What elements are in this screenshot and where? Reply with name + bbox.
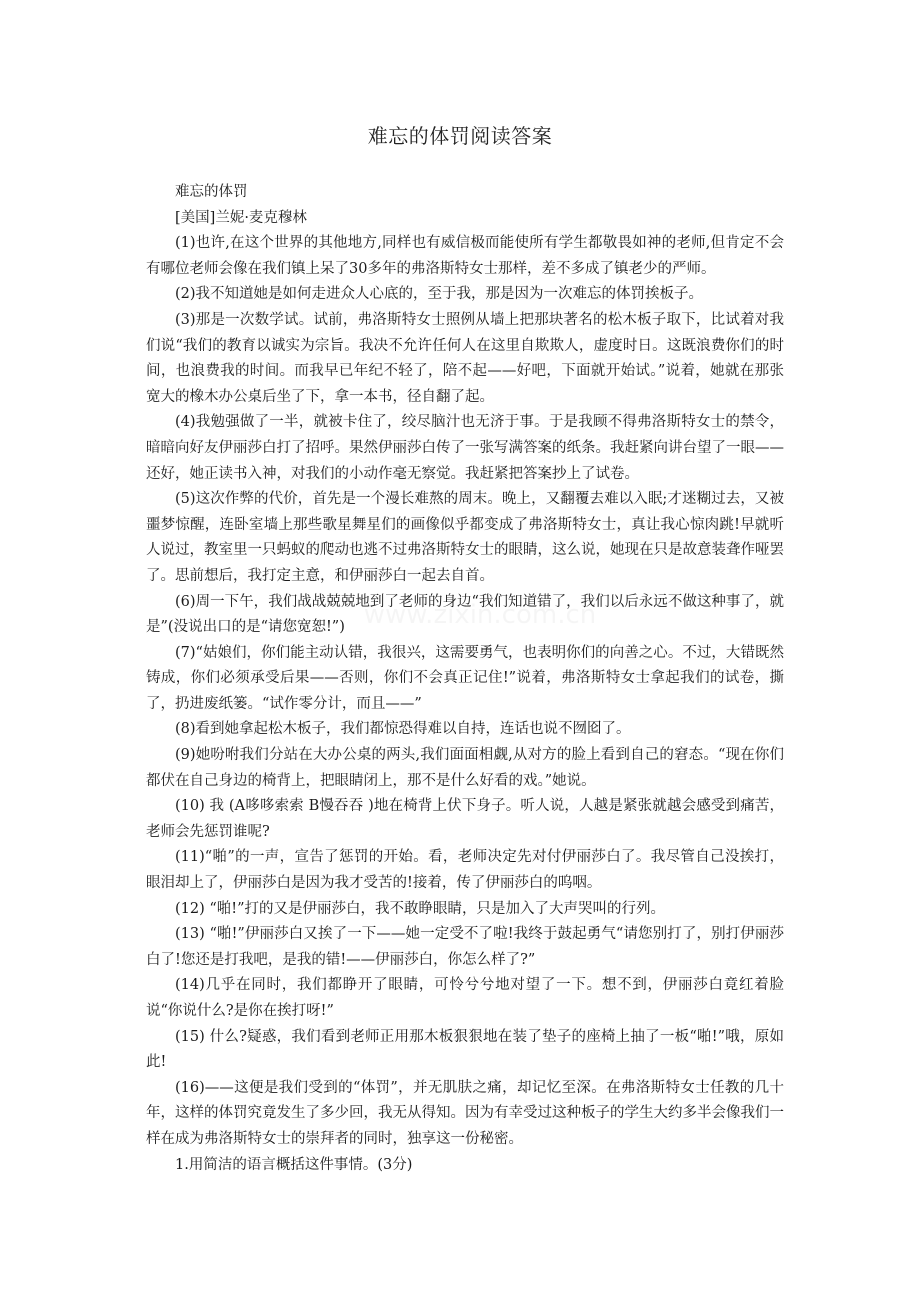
- article-paragraph: (16)——这便是我们受到的“体罚”，并无肌肤之痛，却记忆至深。在弗洛斯特女士任教的几十年，这样的体罚究竟发生了多少回，我无从得知。因为有幸受过这种板子的学生大约多半会像我们一样在成为弗洛斯特女士的崇拜者的同时，独享这一份秘密。: [146, 1079, 784, 1147]
- article-heading: 难忘的体罚: [175, 184, 248, 200]
- article-paragraph: (4)我勉强做了一半，就被卡住了，绞尽脑汁也无济于事。于是我顾不得弗洛斯特女士的禁令，暗暗向好友伊丽莎白打了招呼。果然伊丽莎白传了一张写满答案的纸条。我赶紧向讲台望了一眼——还好，她正读书入神，对我们的小动作毫无察觉。我赶紧把答案抄上了试卷。: [146, 414, 784, 482]
- article-paragraph: (14)几乎在同时，我们都睁开了眼睛，可怜兮兮地对望了一下。想不到，伊丽莎白竟红着脸说“你说什么?是你在挨打呀!”: [146, 977, 784, 1019]
- article-paragraph: (3)那是一次数学试。试前，弗洛斯特女士照例从墙上把那块著名的松木板子取下，比试着对我们说“我们的教育以诚实为宗旨。我决不允许任何人在这里自欺欺人，虚度时日。这既浪费你们的时间，也浪费我的时间。而我早已年纪不轻了，陪不起——好吧，下面就开始试。”说着，她就在那张宽大的橡木办公桌后坐了下，拿一本书，径自翻了起。: [146, 311, 784, 405]
- page-title: 难忘的体罚阅读答案: [367, 124, 553, 148]
- article-paragraph: (8)看到她拿起松木板子，我们都惊恐得难以自持，连话也说不囫囵了。: [175, 721, 631, 738]
- article-paragraph: (5)这次作弊的代价，首先是一个漫长难熬的周末。晚上，又翻覆去难以入眠;才迷糊过去，又被噩梦惊醒，连卧室墙上那些歌星舞星们的画像似乎都变成了弗洛斯特女士，真让我心惊肉跳!早就听人说过，教室里一只蚂蚁的爬动也逃不过弗洛斯特女士的眼睛，这么说，她现在只是故意装聋作哑罢了。思前想后，我打定主意，和伊丽莎白一起去自首。: [146, 491, 784, 584]
- article-paragraph: (6)周一下午，我们战战兢兢地到了老师的身边“我们知道错了，我们以后永远不做这种事了，就是”(没说出口的是“请您宽恕!”): [146, 593, 784, 636]
- article-paragraph: (1)也许,在这个世界的其他地方,同样也有威信极而能使所有学生都敬畏如神的老师,但肯定不会有哪位老师会像在我们镇上呆了30多年的弗洛斯特女士那样，差不多成了镇老少的严师。: [146, 235, 784, 277]
- article-paragraph: (13) “啪!”伊丽莎白又挨了一下——她一定受不了啦!我终于鼓起勇气“请您别打了，别打伊丽莎白了!您还是打我吧，是我的错!——伊丽莎白，你怎么样了?”: [146, 926, 784, 968]
- article-paragraph: (9)她吩咐我们分站在大办公桌的两头,我们面面相觑,从对方的脸上看到自己的窘态。“现在你们都伏在自己身边的椅背上，把眼睛闭上，那不是什么好看的戏。”她说。: [146, 747, 784, 789]
- article-author: [美国]兰妮·麦克穆林: [175, 209, 307, 226]
- article-paragraph: (7)“姑娘们，你们能主动认错，我很兴，这需要勇气，也表明你们的向善之心。不过，大错既然铸成，你们必须承受后果——否则，你们不会真正记住!”说着，弗洛斯特女士拿起我们的试卷，撕了，扔进废纸篓。“试作零分计，而且——”: [146, 644, 784, 712]
- article-paragraph: (10) 我 (A哆哆索索 B慢吞吞 )地在椅背上伏下身子。听人说，人越是紧张就越会感受到痛苦，老师会先惩罚谁呢?: [146, 798, 784, 840]
- article-paragraph: (2)我不知道她是如何走进众人心底的，至于我，那是因为一次难忘的体罚挨板子。: [175, 286, 704, 303]
- question-item: 1.用简洁的语言概括这件事情。(3分): [175, 1156, 413, 1173]
- article-body: [146, 180, 784, 1178]
- article-paragraph: (12) “啪!”打的又是伊丽莎白，我不敢睁眼睛，只是加入了大声哭叫的行列。: [175, 900, 666, 917]
- article-paragraph: (15) 什么?疑惑，我们看到老师正用那木板狠狠地在装了垫子的座椅上抽了一板“啪!”哦，原如此!: [146, 1028, 785, 1071]
- article-paragraph: (11)“啪”的一声，宣告了惩罚的开始。看，老师决定先对付伊丽莎白了。我尽管自己没挨打，眼泪却上了，伊丽莎白是因为我才受苦的!接着，传了伊丽莎白的呜咽。: [146, 849, 784, 892]
